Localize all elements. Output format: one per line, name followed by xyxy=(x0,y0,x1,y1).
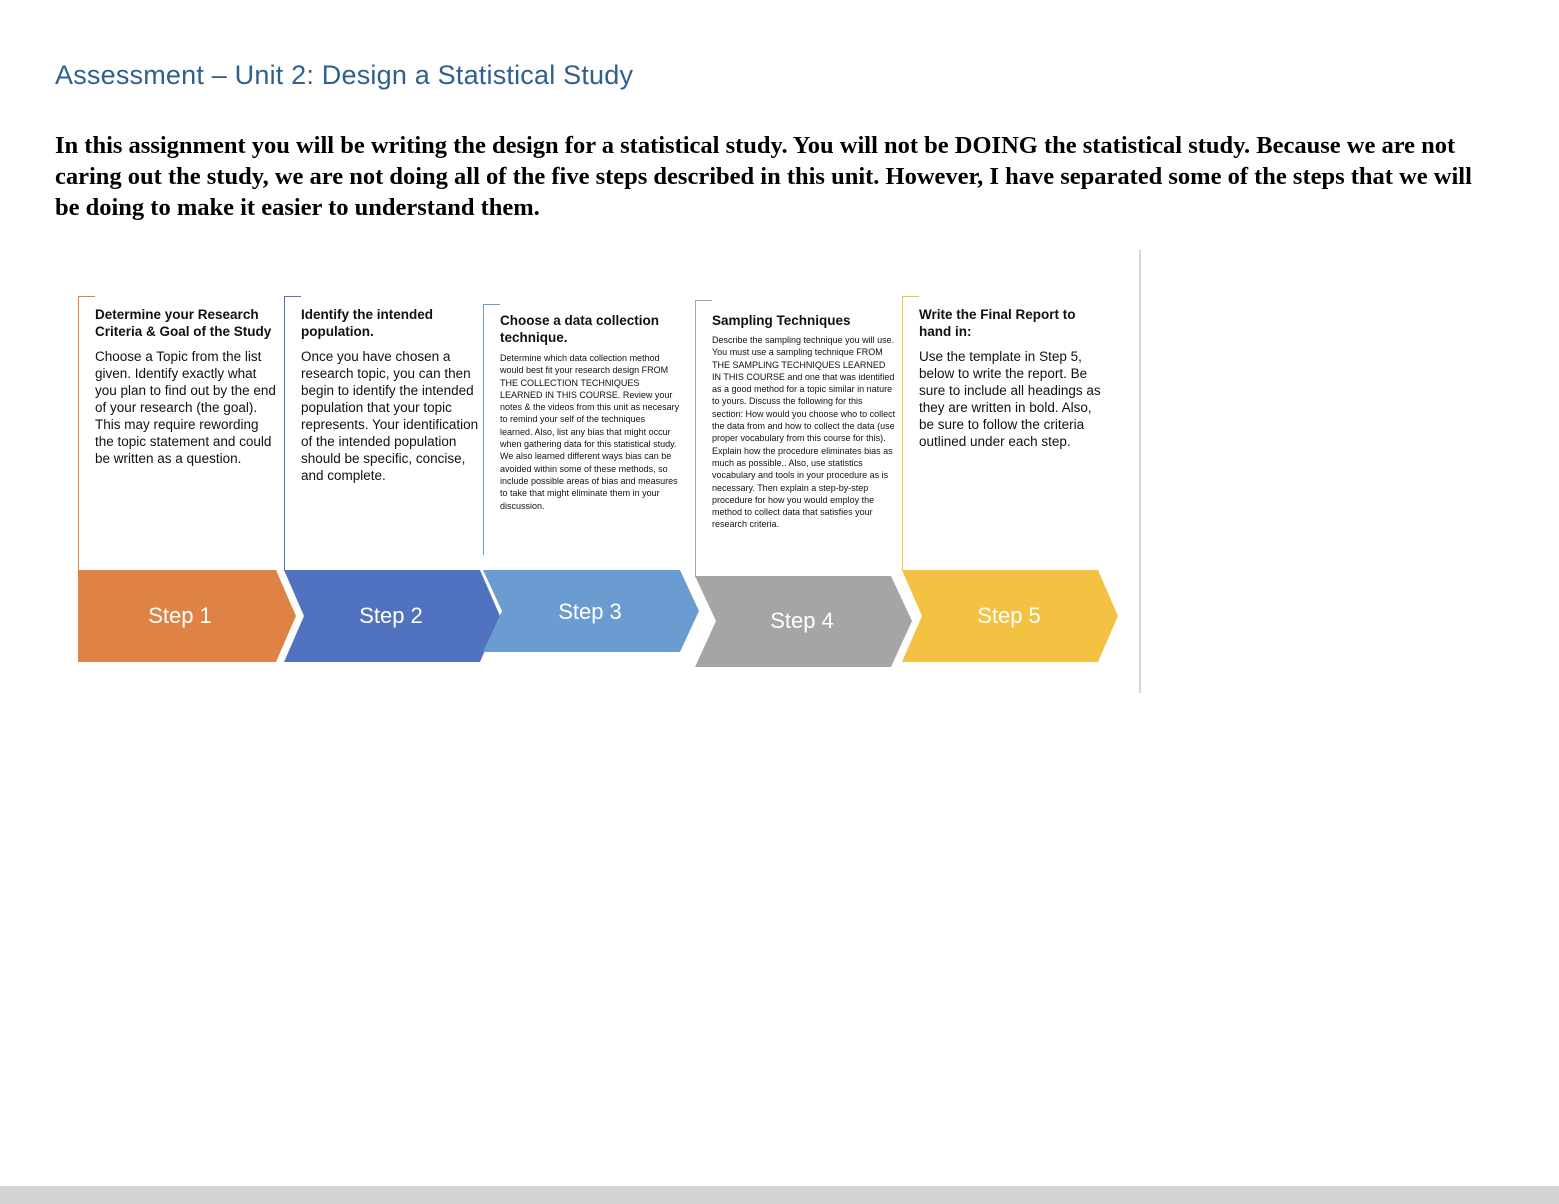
assignment-intro: In this assignment you will be writing the design for a statistical study. You will not be DOING the statistical study. Because we are not caring out the study, we are not doing all of the five steps described in this unit. However, I have separated some of the steps that we will be doing to make it easier to understand them. xyxy=(55,132,1472,221)
step-3-heading: Choose a data collection technique. xyxy=(500,313,660,345)
step-1-heading: Determine your Research Criteria & Goal of the Study xyxy=(95,307,272,339)
step-4-description: Describe the sampling technique you will use. You must use a sampling technique FROM THE SAMPLING TECHNIQUES LEARNED IN THIS COURSE and one that was identified as a good method for a topic similar in nature to yours. Discuss the following for this section: How would you choose who to collect the data from and how to collect the data (use proper vocabulary from this course for this). Explain how the procedure eliminates bias as much as possible.. Also, use statistics vocabulary and tools in your procedure as is necessary. Then explain a step-by-step procedure for how you would employ the method to collect data that satisfies your research criteria. xyxy=(712,335,896,530)
step-4-label: Step 4 xyxy=(770,608,834,633)
step-2-heading: Identify the intended population. xyxy=(301,307,434,339)
step-4-heading: Sampling Techniques xyxy=(712,313,851,328)
step-5-description: Use the template in Step 5, below to write the report. Be sure to include all headings as they are written in bold. Also, be sure to follow the criteria outlined under each step. xyxy=(919,349,1101,449)
page-title: Assessment – Unit 2: Design a Statistical Study xyxy=(55,60,634,90)
step-3-description: Determine which data collection method would best fit your research design FROM THE COLLECTION TECHNIQUES LEARNED IN THIS COURSE. Review your notes & the videos from this unit as necesary to remind your self of the techniques learned. Also, list any bias that might occur when gathering data for this statistical study. We also learned different ways bias can be avoided within some of these methods, so include possible areas of bias and measures to take that might eliminate them in your discussion. xyxy=(500,353,680,511)
step-3-label: Step 3 xyxy=(558,599,622,624)
step-2-label: Step 2 xyxy=(359,603,423,628)
step-2-description: Once you have chosen a research topic, you can then begin to identify the intended population that your topic represents. Your identification of the intended population should be specific, concise, and complete. xyxy=(301,349,479,483)
step-1-description: Choose a Topic from the list given. Identify exactly what you plan to find out by the end of your research (the goal). This may require rewording the topic statement and could be written as a question. xyxy=(95,349,276,466)
step-5-label: Step 5 xyxy=(977,603,1041,628)
step-5-heading: Write the Final Report to hand in: xyxy=(919,307,1076,339)
step-1-label: Step 1 xyxy=(148,603,212,628)
bottom-scrollbar-strip xyxy=(0,1186,1559,1204)
